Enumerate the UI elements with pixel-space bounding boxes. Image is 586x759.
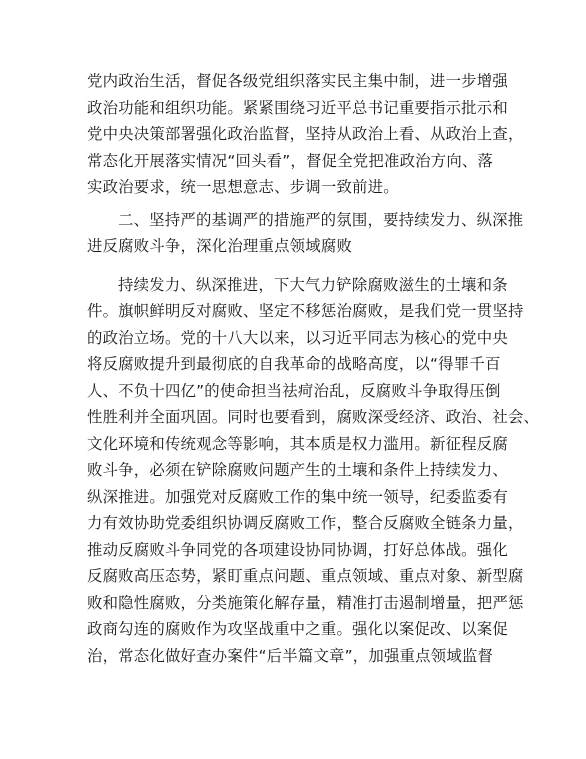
text-line: 政治功能和组织功能。紧紧围绕习近平总书记重要指示批示和 xyxy=(87,98,508,117)
text-line: 政商勾连的腐败作为攻坚战重中之重。强化以案促改、以案促 xyxy=(87,620,508,638)
text-line: 常态化开展落实情况“回头看”，督促全党把准政治方向、落 xyxy=(87,151,494,170)
text-line: 推动反腐败斗争同党的各项建设协同协调，打好总体战。强化 xyxy=(87,540,508,559)
paragraph-anti-corruption xyxy=(87,272,540,670)
text-line: 败斗争，必须在铲除腐败问题产生的土壤和条件上持续发力、 xyxy=(87,461,508,479)
text-line: 党内政治生活，督促各级党组织落实民主集中制，进一步增强 xyxy=(87,72,508,90)
text-line: 实政治要求，统一思想意志、步调一致前进。 xyxy=(87,178,399,196)
heading-line: 二、坚持严的基调严的措施严的氛围，要持续发力、纵深推 xyxy=(118,210,524,229)
text-line: 党中央决策部署强化政治监督，坚持从政治上看、从政治上查， xyxy=(87,125,524,143)
text-line: 败和隐性腐败，分类施策化解存量，精准打击遏制增量，把严惩 xyxy=(87,593,524,612)
text-line: 人、不负十四亿”的使命担当祛疴治乱，反腐败斗争取得压倒 xyxy=(87,381,501,400)
document-body xyxy=(87,68,540,669)
text-line: 性胜利并全面巩固。同时也要看到，腐败深受经济、政治、社会、 xyxy=(87,408,540,426)
text-line: 件。旗帜鲜明反对腐败、坚定不移惩治腐败，是我们党一贯坚持 xyxy=(87,302,524,320)
text-line: 反腐败高压态势，紧盯重点问题、重点领域、重点对象、新型腐 xyxy=(87,567,524,585)
text-line: 文化环境和传统观念等影响，其本质是权力滥用。新征程反腐 xyxy=(87,434,508,453)
paragraph-political-supervision xyxy=(87,68,524,201)
text-line: 将反腐败提升到最彻底的自我革命的战略高度，以“得罪千百 xyxy=(87,355,501,373)
text-line: 持续发力、纵深推进，下大气力铲除腐败滋生的土壤和条 xyxy=(118,275,508,294)
text-line: 的政治立场。党的十八大以来，以习近平同志为核心的党中央 xyxy=(87,328,508,347)
heading-line: 进反腐败斗争，深化治理重点领域腐败 xyxy=(87,237,353,255)
text-line: 纵深推进。加强党对反腐败工作的集中统一领导，纪委监委有 xyxy=(87,487,508,506)
paragraph-spacer xyxy=(87,260,507,272)
text-line: 治，常态化做好查办案件“后半篇文章”，加强重点领域监督 xyxy=(87,646,494,665)
text-line: 力有效协助党委组织协调反腐败工作，整合反腐败全链条力量， xyxy=(87,514,524,532)
section-heading xyxy=(87,207,524,260)
